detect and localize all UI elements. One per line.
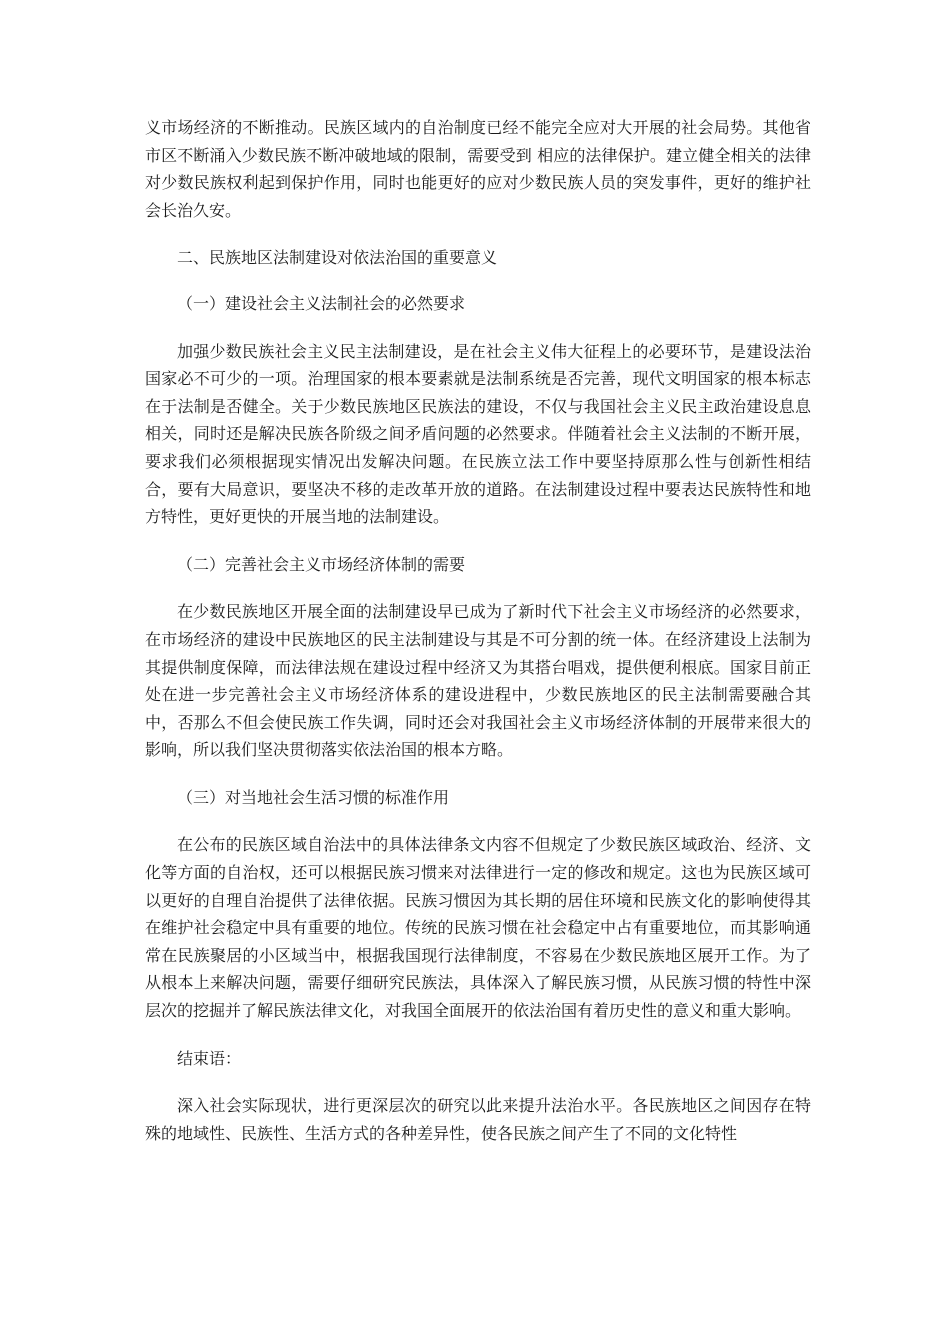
- subsection-heading-2: （二）完善社会主义市场经济体制的需要: [177, 554, 466, 574]
- subsection-paragraph-1: 加强少数民族社会主义民主法制建设，是在社会主义伟大征程上的必要环节，是建设法治国家必不可少的一项。治理国家的根本要素就是法制系统是否完善，现代文明国家的根本标志在于法制是否健全。关于少数民族地区民族法的建设，不仅与我国社会主义民主政治建设息息相关，同时还是解决民族各阶级之间矛盾问题的必然要求。伴随着社会主义法制的不断开展，要求我们必须根据现实情况出发解决问题。在民族立法工作中要坚持原那么性与创新性相结合，要有大局意识，要坚决不移的走改革开放的道路。在法制建设过程中要表达民族特性和地方特性，更好更快的开展当地的法制建设。: [145, 341, 811, 527]
- subsection-paragraph-3: 在公布的民族区域自治法中的具体法律条文内容不但规定了少数民族区域政治、经济、文化等方面的自治权，还可以根据民族习惯来对法律进行一定的修改和规定。这也为民族区域可以更好的自理自治提供了法律依据。民族习惯因为其长期的居住环境和民族文化的影响使得其在维护社会稳定中具有重要的地位。传统的民族习惯在社会稳定中占有重要地位，而其影响通常在民族聚居的小区域当中，根据我国现行法律制度，不容易在少数民族地区展开工作。为了从根本上来解决问题，需要仔细研究民族法，具体深入了解民族习惯，从民族习惯的特性中深层次的挖掘并了解民族法律文化，对我国全面展开的依法治国有着历史性的意义和重大影响。: [145, 835, 811, 1021]
- subsection-heading-3: （三）对当地社会生活习惯的标准作用: [177, 787, 450, 807]
- conclusion-paragraph: 深入社会实际现状，进行更深层次的研究以此来提升法治水平。各民族地区之间因存在特殊的地域性、民族性、生活方式的各种差异性，使各民族之间产生了不同的文化特性: [145, 1096, 811, 1143]
- conclusion-heading: 结束语：: [177, 1048, 242, 1068]
- subsection-paragraph-2: 在少数民族地区开展全面的法制建设早已成为了新时代下社会主义市场经济的必然要求，在市场经济的建设中民族地区的民主法制建设与其是不可分割的统一体。在经济建设上法制为其提供制度保障，而法律法规在建设过程中经济又为其搭台唱戏，提供便利根底。国家目前正处在进一步完善社会主义市场经济体系的建设进程中，少数民族地区的民主法制需要融合其中，否那么不但会使民族工作失调，同时还会对我国社会主义市场经济体制的开展带来很大的影响，所以我们坚决贯彻落实依法治国的根本方略。: [145, 602, 811, 760]
- section-heading: 二、民族地区法制建设对依法治国的重要意义: [177, 248, 498, 268]
- document-page: [145, 114, 811, 1147]
- subsection-heading-1: （一）建设社会主义法制社会的必然要求: [177, 293, 466, 313]
- intro-paragraph: 义市场经济的不断推动。民族区域内的自治制度已经不能完全应对大开展的社会局势。其他省市区不断涌入少数民族不断冲破地域的限制，需要受到 相应的法律保护。建立健全相关的法律对少数民族权利起到保护作用，同时也能更好的应对少数民族人员的突发事件，更好的维护社会长治久安。: [145, 118, 811, 220]
